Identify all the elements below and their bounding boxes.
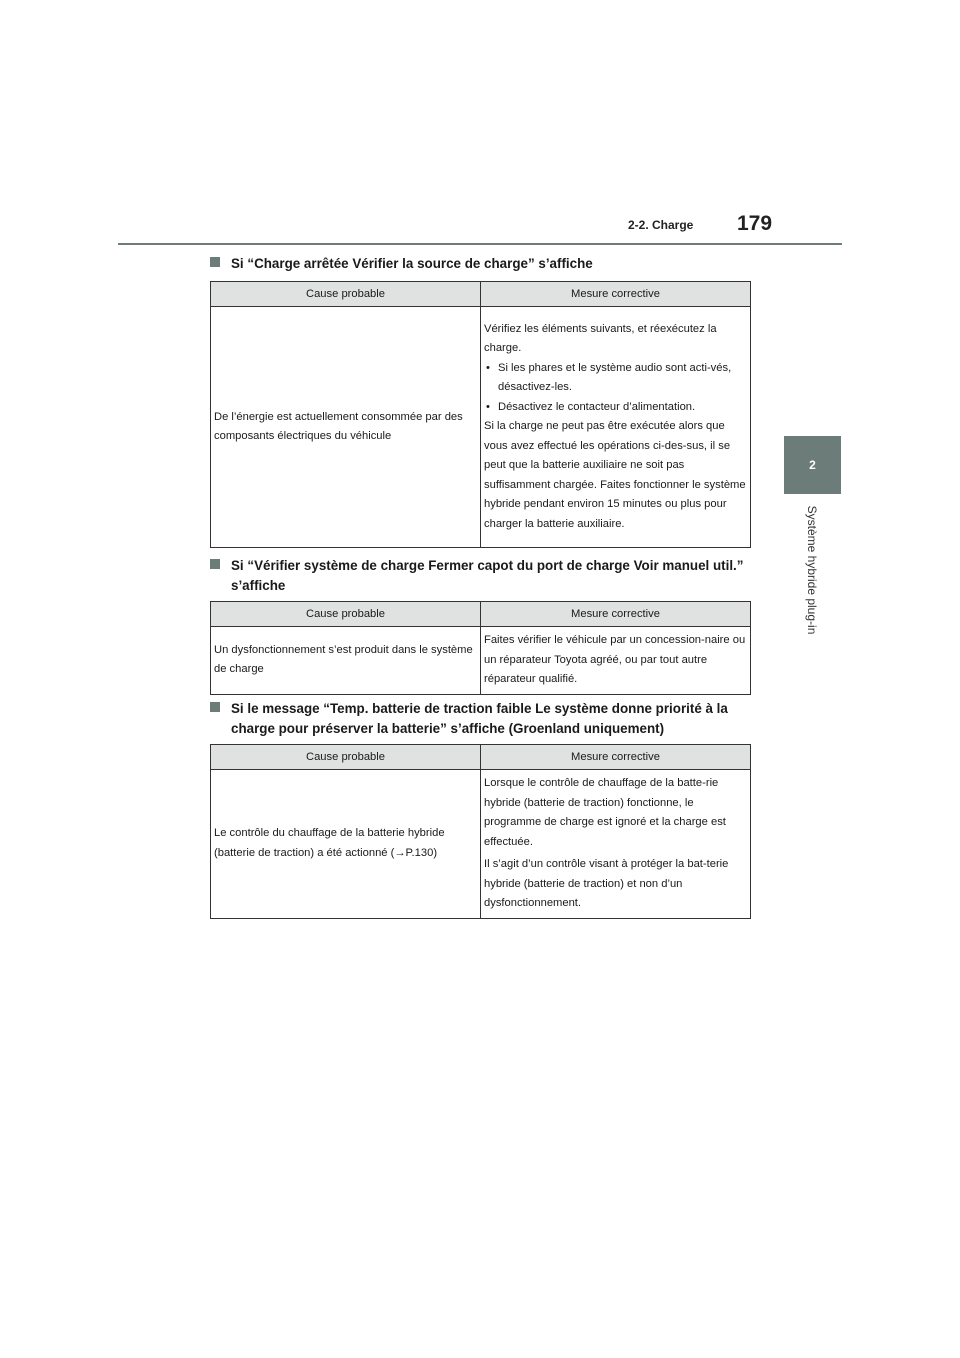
cause-text: De l’énergie est actuellement consommée par des composants électriques du véhicule [214, 410, 463, 442]
square-bullet-icon [210, 702, 220, 712]
section-heading-text: Si “Vérifier système de charge Fermer capot du port de charge Voir manuel util.” s’affiche [231, 558, 744, 593]
section-heading-text: Si le message “Temp. batterie de traction faible Le système donne priorité à la charge pour préserver la batterie” s’affiche (Groenland uniquement) [231, 701, 728, 736]
section-title: 2-2. Charge [628, 218, 694, 232]
cause-cell [211, 307, 481, 548]
section-heading-text: Si “Charge arrêtée Vérifier la source de charge” s’affiche [231, 256, 593, 271]
measure-intro: Vérifiez les éléments suivants, et réexécutez la charge. [484, 322, 717, 355]
section-heading [210, 556, 750, 596]
column-header-cause: Cause probable [211, 745, 481, 770]
cause-text: Un dysfonctionnement s’est produit dans le système de charge [214, 643, 473, 676]
square-bullet-icon [210, 257, 220, 267]
list-item: • Désactivez le contacteur d’alimentation. [484, 398, 747, 418]
measure-outro: Si la charge ne peut pas être exécutée alors que vous avez effectué les opérations ci-des-sus, il se peut que la batterie auxiliaire ne soit pas suffisamment chargée. Faites fonctionner le système hybride pendant environ 15 minutes ou plus pour charger la batterie auxiliaire. [484, 420, 746, 530]
table-row [211, 770, 751, 919]
cause-measure-table [210, 744, 751, 919]
cause-cell [211, 627, 481, 695]
table-row [211, 627, 751, 695]
section-heading [210, 699, 750, 739]
measure-paragraph: Lorsque le contrôle de chauffage de la batte-rie hybride (batterie de traction) fonctionne, le programme de charge est ignoré et la charge est effectuée. [484, 777, 726, 848]
column-header-measure: Mesure corrective [481, 745, 751, 770]
chapter-label: Système hybride plug-in [805, 505, 819, 635]
cause-measure-table [210, 281, 751, 548]
column-header-cause: Cause probable [211, 602, 481, 627]
measure-cell [481, 627, 751, 695]
measure-cell [481, 307, 751, 548]
column-header-measure: Mesure corrective [481, 282, 751, 307]
chapter-tab[interactable]: 2 [784, 436, 841, 494]
measure-paragraph: Il s’agit d’un contrôle visant à protéger la bat-terie hybride (batterie de traction) et non d’un dysfonctionnement. [484, 858, 729, 909]
square-bullet-icon [210, 559, 220, 569]
column-header-measure: Mesure corrective [481, 602, 751, 627]
header-divider [118, 243, 842, 245]
section-heading [210, 254, 750, 274]
cause-measure-table [210, 601, 751, 695]
measure-bullet-list [484, 359, 747, 418]
table-row [211, 307, 751, 548]
cause-text: Le contrôle du chauffage de la batterie hybride (batterie de traction) a été actionné (→P.130) [214, 827, 445, 859]
table-header-row [211, 602, 751, 627]
page-number: 179 [737, 212, 773, 235]
measure-cell [481, 770, 751, 919]
cause-cell [211, 770, 481, 919]
table-header-row [211, 745, 751, 770]
measure-text: Faites vérifier le véhicule par un concession-naire ou un réparateur Toyota agréé, ou par tout autre réparateur qualifié. [484, 634, 746, 685]
list-item: • Si les phares et le système audio sont acti-vés, désactivez-les. [484, 359, 747, 398]
column-header-cause: Cause probable [211, 282, 481, 307]
table-header-row [211, 282, 751, 307]
